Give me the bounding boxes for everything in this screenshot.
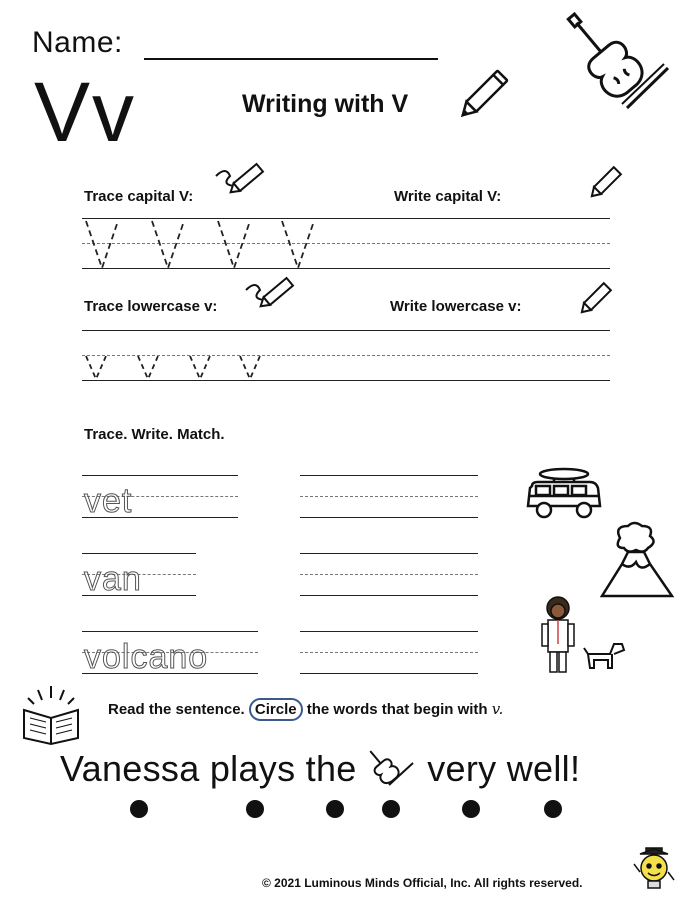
word-dot[interactable] xyxy=(326,800,344,818)
write-line-mid xyxy=(300,652,478,653)
write-line-top xyxy=(300,553,478,554)
name-label: Name: xyxy=(32,26,123,59)
writing-line-top xyxy=(82,475,238,476)
circle-word: Circle xyxy=(249,698,303,721)
write-line-base[interactable] xyxy=(300,673,478,674)
name-write-line[interactable] xyxy=(144,58,438,60)
word-dot[interactable] xyxy=(246,800,264,818)
pencil-icon xyxy=(458,58,520,120)
sentence-part-2[interactable]: very well! xyxy=(427,748,581,789)
writing-line-top xyxy=(82,330,610,331)
word-dot[interactable] xyxy=(462,800,480,818)
write-capital-label: Write capital V: xyxy=(394,188,502,205)
practice-sentence xyxy=(60,748,580,790)
trace-word-van: van xyxy=(84,560,142,598)
sentence-instruction xyxy=(108,700,503,718)
tracing-pencil-icon xyxy=(242,276,294,316)
vet-with-dog-icon[interactable] xyxy=(538,594,628,678)
trace-capital-v-letters xyxy=(82,218,322,270)
copyright-footer: © 2021 Luminous Minds Official, Inc. All rights reserved. xyxy=(262,876,583,890)
open-book-icon xyxy=(18,684,84,746)
pencil-icon xyxy=(586,162,626,202)
match-heading: Trace. Write. Match. xyxy=(84,426,225,443)
word-dot[interactable] xyxy=(130,800,148,818)
trace-word-vet: vet xyxy=(84,482,133,520)
trace-lower-label: Trace lowercase v: xyxy=(84,298,218,315)
page-title: Writing with V xyxy=(242,90,409,118)
word-dot[interactable] xyxy=(382,800,400,818)
write-lower-label: Write lowercase v: xyxy=(390,298,522,315)
instruction-text-1: Read the sentence. xyxy=(108,701,245,718)
trace-word-volcano: volcano xyxy=(84,638,209,676)
pencil-icon xyxy=(576,278,616,318)
trace-capital-label: Trace capital V: xyxy=(84,188,194,205)
volcano-icon[interactable] xyxy=(600,524,674,600)
violin-icon xyxy=(367,749,417,787)
word-dot[interactable] xyxy=(544,800,562,818)
write-line-base[interactable] xyxy=(300,517,478,518)
big-letters: Vv xyxy=(34,65,137,159)
writing-line-top xyxy=(82,553,196,554)
writing-line-top xyxy=(82,631,258,632)
write-line-top xyxy=(300,631,478,632)
instruction-letter: v. xyxy=(491,700,504,718)
write-line-mid xyxy=(300,574,478,575)
violin-icon xyxy=(572,16,672,112)
trace-lowercase-v-letters xyxy=(82,354,282,382)
write-line-mid xyxy=(300,496,478,497)
lightbulb-mascot-icon xyxy=(632,846,676,896)
instruction-text-2: the words that begin with xyxy=(306,701,488,718)
tracing-pencil-icon xyxy=(212,162,264,202)
write-line-base[interactable] xyxy=(300,595,478,596)
van-icon[interactable] xyxy=(524,466,604,524)
write-line-top xyxy=(300,475,478,476)
sentence-part-1[interactable]: Vanessa plays the xyxy=(60,748,357,789)
